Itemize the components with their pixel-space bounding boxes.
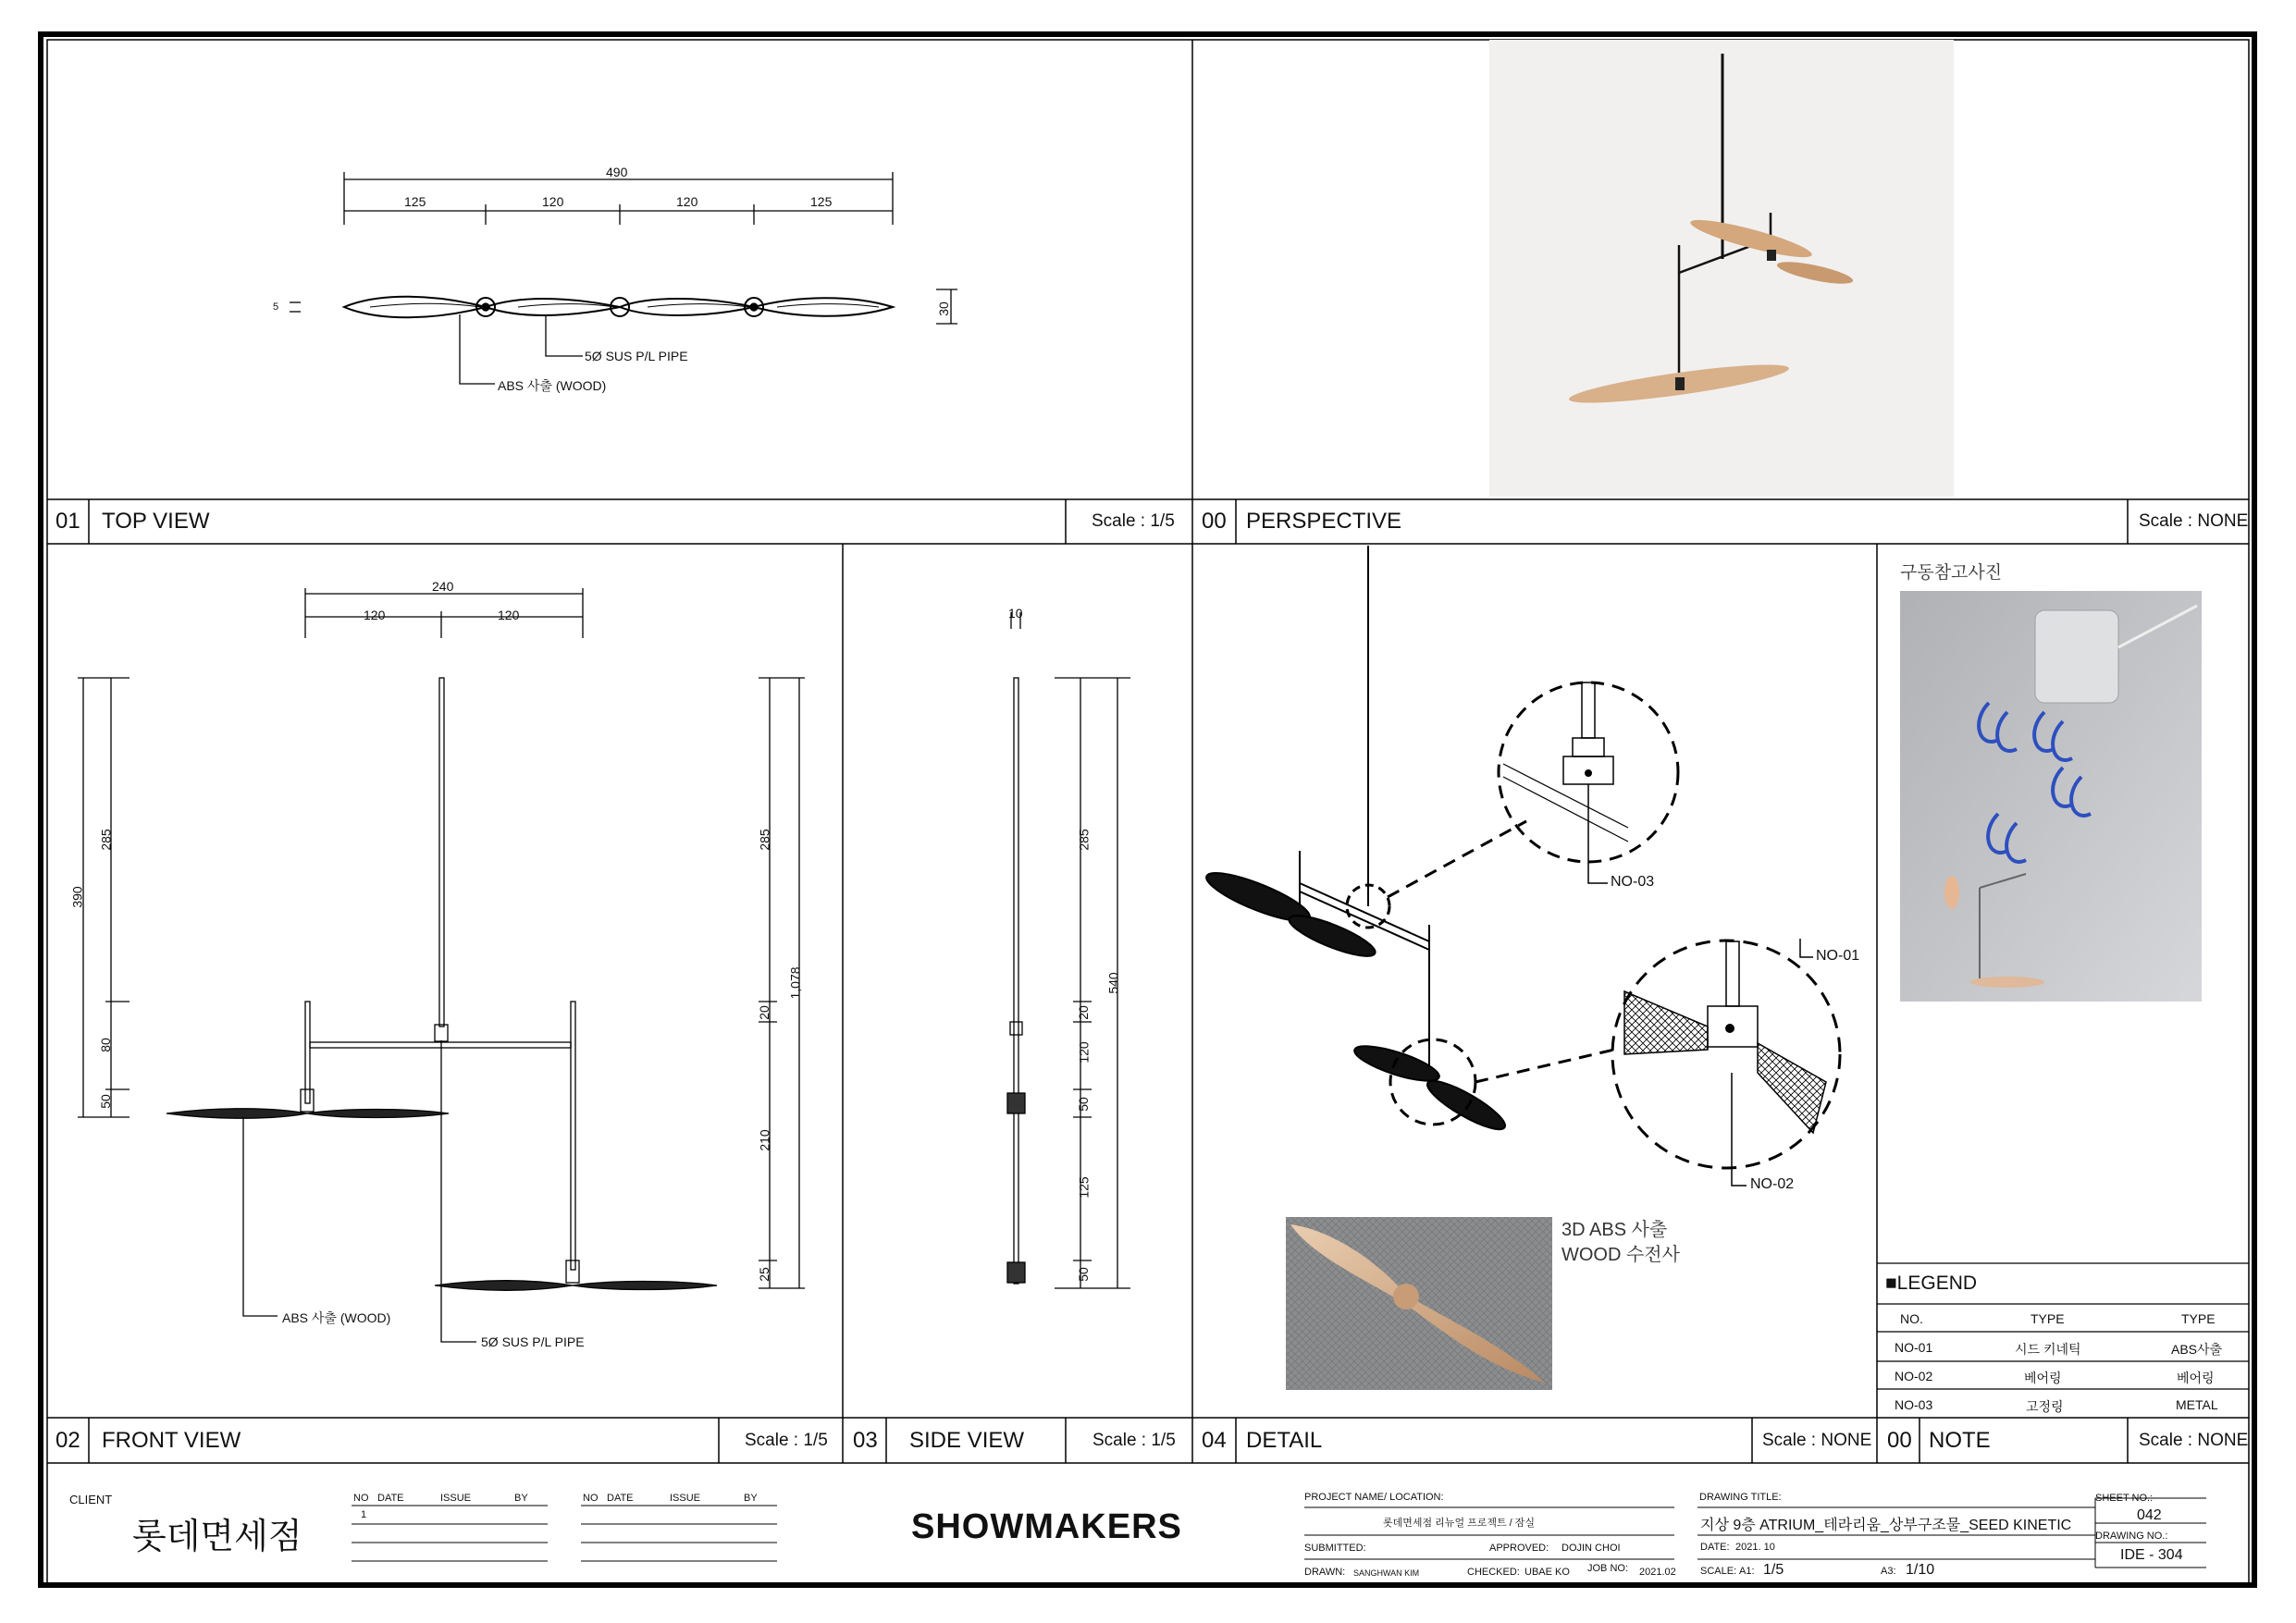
project-name: 롯데면세점 리뉴얼 프로젝트 / 잠실	[1383, 1518, 1536, 1529]
legend-header-type-2: TYPE	[2181, 1311, 2216, 1326]
top-dim-4: 125	[810, 194, 833, 209]
side-view-number: 03	[853, 1428, 878, 1453]
side-dim-overall: 540	[1105, 972, 1121, 994]
rev-header-issue: ISSUE	[440, 1493, 472, 1504]
legend-row-1-no: NO-01	[1895, 1340, 1933, 1355]
brand-logo: SHOWMAKERS	[911, 1507, 1182, 1546]
side-dim-6: 50	[1075, 1267, 1091, 1282]
drawn-name: SANGHWAN KIM	[1353, 1568, 1420, 1578]
top-view-scale: Scale : 1/5	[1092, 511, 1175, 531]
perspective-title: PERSPECTIVE	[1246, 509, 1402, 534]
side-dim-2: 20	[1075, 1005, 1091, 1020]
approved-name: DOJIN CHOI	[1562, 1543, 1621, 1554]
scale-a1-value: 1/5	[1763, 1562, 1784, 1578]
legend-header-no: NO.	[1900, 1311, 1923, 1326]
scale-label: SCALE:	[1700, 1566, 1737, 1577]
rev2-header-by: BY	[744, 1493, 758, 1504]
side-view-drawing	[1007, 612, 1130, 1288]
jobno: 2021.02	[1639, 1567, 1676, 1578]
side-view-scale: Scale : 1/5	[1092, 1431, 1176, 1450]
detail-scale: Scale : NONE	[1762, 1431, 1872, 1450]
scale-a3-label: A3:	[1881, 1566, 1896, 1577]
top-dim-total: 490	[606, 165, 628, 179]
rev2-header-issue: ISSUE	[670, 1493, 701, 1504]
approved-label: APPROVED:	[1489, 1543, 1549, 1554]
top-callout-pipe: 5Ø SUS P/L PIPE	[585, 349, 688, 363]
photo-caption-material: 3D ABS 사출	[1562, 1220, 1668, 1240]
front-dim-right-3: 210	[757, 1129, 772, 1151]
detail-title: DETAIL	[1246, 1428, 1323, 1453]
front-dim-left-1: 390	[69, 886, 85, 908]
legend-row-3-type: 고정링	[2026, 1399, 2064, 1414]
legend-row-3-material: METAL	[2176, 1397, 2218, 1412]
top-dim-3: 120	[676, 194, 698, 209]
side-view-title: SIDE VIEW	[909, 1428, 1025, 1453]
detail-callout-no01: NO-01	[1816, 948, 1860, 964]
top-view-title: TOP VIEW	[102, 509, 210, 534]
client-label: CLIENT	[69, 1493, 113, 1506]
date-value: 2021. 10	[1735, 1542, 1775, 1553]
perspective-scale: Scale : NONE	[2139, 511, 2249, 531]
scale-a3-value: 1/10	[1906, 1562, 1935, 1578]
front-dim-left-2: 285	[98, 829, 114, 851]
side-dim-3: 120	[1076, 1041, 1092, 1064]
front-callout-pipe: 5Ø SUS P/L PIPE	[481, 1334, 585, 1349]
sheet-no: 042	[2137, 1507, 2162, 1523]
drawing-title: 지상 9층 ATRIUM_테라리움_상부구조물_SEED KINETIC	[1700, 1518, 2072, 1533]
front-dim-left-3: 80	[97, 1038, 113, 1052]
front-dim-2: 120	[498, 608, 520, 622]
scale-a1-label: A1:	[1739, 1566, 1755, 1577]
side-dim-4: 50	[1075, 1097, 1091, 1112]
checked-name: UBAE KO	[1524, 1567, 1570, 1578]
rev-header-date: DATE	[377, 1493, 404, 1504]
legend-header-type: TYPE	[2031, 1311, 2065, 1326]
front-view-number: 02	[56, 1428, 80, 1453]
note-title: NOTE	[1929, 1428, 1991, 1453]
perspective-render	[1489, 40, 1954, 497]
legend-row-2-material: 베어링	[2177, 1371, 2215, 1385]
front-dim-right-4: 25	[756, 1267, 772, 1282]
note-scale: Scale : NONE	[2139, 1431, 2249, 1450]
front-dim-right-2: 20	[756, 1005, 772, 1020]
submitted-label: SUBMITTED:	[1304, 1543, 1366, 1554]
side-dim-1: 285	[1076, 829, 1092, 851]
detail-callout-no02: NO-02	[1750, 1176, 1795, 1192]
rev-number: 1	[361, 1509, 367, 1520]
legend-row-1-material: ABS사출	[2171, 1342, 2223, 1357]
sheet-no-label: SHEET NO.:	[2095, 1493, 2154, 1504]
legend-row-3-no: NO-03	[1895, 1397, 1933, 1412]
front-dim-right-1: 285	[757, 829, 772, 851]
rev2-header-no: NO	[583, 1493, 599, 1504]
top-dim-1: 125	[404, 194, 426, 209]
reference-photo-title: 구동참고사진	[1900, 563, 2003, 583]
front-view-scale: Scale : 1/5	[745, 1431, 828, 1450]
legend-title: ■LEGEND	[1885, 1273, 1978, 1294]
front-dim-1: 120	[364, 608, 386, 622]
client-name: 롯데면세점	[132, 1518, 302, 1556]
side-dim-5: 125	[1076, 1176, 1092, 1199]
top-view-number: 01	[56, 509, 80, 534]
drawing-no: IDE - 304	[2120, 1547, 2183, 1563]
front-dim-total: 240	[432, 579, 454, 594]
legend-row-1-type: 시드 키네틱	[2015, 1342, 2081, 1357]
side-dim-top: 10	[1008, 606, 1023, 621]
rev2-header-date: DATE	[607, 1493, 634, 1504]
front-dim-left-4: 50	[97, 1094, 113, 1109]
detail-callout-no03: NO-03	[1611, 874, 1655, 890]
photo-caption-finish: WOOD 수전사	[1562, 1245, 1680, 1265]
rev-header-by: BY	[514, 1493, 528, 1504]
drawing-title-label: DRAWING TITLE:	[1699, 1492, 1782, 1503]
front-callout-blade: ABS 사출 (WOOD)	[282, 1310, 391, 1325]
top-dim-width: 30	[935, 301, 951, 316]
jobno-label: JOB NO:	[1587, 1563, 1629, 1574]
perspective-number: 00	[1202, 509, 1227, 534]
top-dim-thickness: 5	[273, 301, 279, 313]
detail-number: 04	[1202, 1428, 1227, 1453]
checked-label: CHECKED:	[1467, 1567, 1520, 1578]
drawn-label: DRAWN:	[1304, 1567, 1346, 1578]
wood-blade-photo	[1286, 1217, 1552, 1390]
legend-row-2-type: 베어링	[2024, 1371, 2062, 1385]
date-label: DATE:	[1700, 1542, 1730, 1553]
project-label: PROJECT NAME/ LOCATION:	[1304, 1492, 1444, 1503]
top-callout-blade: ABS 사출 (WOOD)	[498, 378, 607, 393]
top-dim-2: 120	[542, 194, 564, 209]
front-view-drawing	[78, 588, 805, 1342]
note-number: 00	[1887, 1428, 1912, 1453]
front-view-title: FRONT VIEW	[102, 1428, 241, 1453]
drawing-no-label: DRAWING NO.:	[2095, 1531, 2168, 1542]
front-dim-overall: 1,078	[787, 966, 803, 1000]
rev-header-no: NO	[353, 1493, 369, 1504]
legend-row-2-no: NO-02	[1895, 1369, 1933, 1383]
reference-photo	[1900, 591, 2202, 1002]
detail-drawing	[1202, 546, 1840, 1186]
